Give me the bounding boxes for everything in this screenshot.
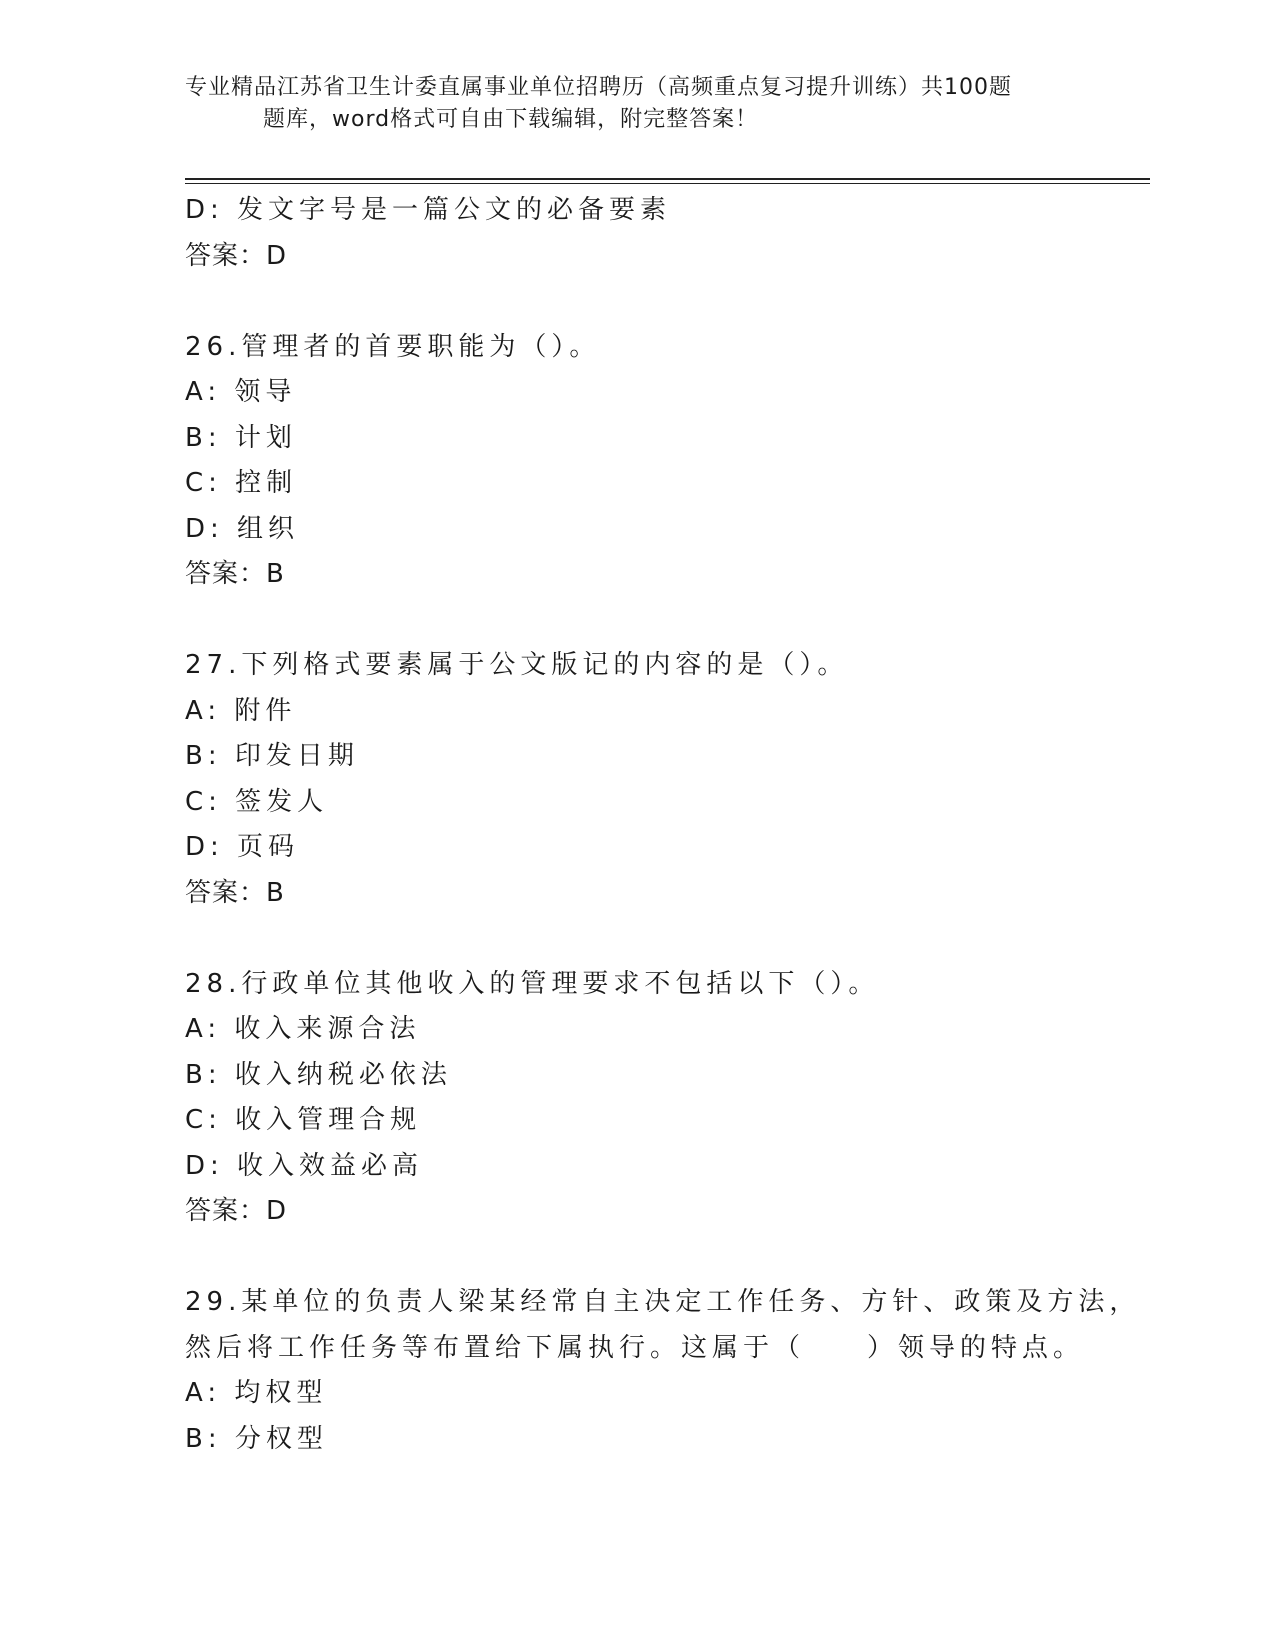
option-line: D: 发文字号是一篇公文的必备要素: [185, 195, 672, 225]
spacer: [185, 598, 1085, 644]
option-line: A: 领导: [185, 377, 297, 407]
answer-line: 答案：B: [185, 559, 285, 589]
question-block-28: [185, 962, 1085, 1235]
spacer: [185, 916, 1085, 962]
option-line: D: 收入效益必高: [185, 1150, 424, 1181]
header-title-line-1: 专业精品江苏省卫生计委直属事业单位招聘历（高频重点复习提升训练）共100题: [185, 75, 1012, 100]
page-header: [185, 72, 1085, 136]
option-line: C: 签发人: [185, 786, 329, 817]
header-rule-thin: [185, 183, 1150, 184]
question-stem: 28.行政单位其他收入的管理要求不包括以下（）。: [185, 968, 880, 999]
option-line: B: 分权型: [185, 1423, 328, 1454]
option-line: C: 收入管理合规: [185, 1105, 422, 1135]
option-line: A: 附件: [185, 695, 297, 726]
question-block-26: [185, 325, 1085, 598]
option-line: D: 组织: [185, 513, 300, 544]
option-line: B: 收入纳税必依法: [185, 1059, 452, 1090]
question-stem: 26.管理者的首要职能为（）。: [185, 331, 601, 362]
header-title-line-2: 题库，word格式可自由下载编辑，附完整答案！: [263, 107, 759, 132]
option-line: A: 收入来源合法: [185, 1014, 421, 1044]
spacer: [185, 279, 1085, 325]
question-block-25-tail: [185, 188, 1085, 279]
option-line: D: 页码: [185, 832, 300, 862]
question-stem: 29.某单位的负责人梁某经常自主决定工作任务、方针、政策及方法，: [185, 1287, 1141, 1317]
spacer: [185, 1235, 1085, 1281]
option-line: B: 计划: [185, 422, 297, 453]
answer-line: 答案：D: [185, 240, 288, 271]
option-line: A: 均权型: [185, 1378, 328, 1408]
option-line: C: 控制: [185, 468, 298, 498]
answer-line: 答案：B: [185, 877, 285, 908]
question-stem: 27.下列格式要素属于公文版记的内容的是（）。: [185, 650, 849, 680]
answer-line: 答案：D: [185, 1196, 288, 1226]
question-block-29: [185, 1280, 1141, 1462]
question-stem-continued: 然后将工作任务等布置给下属执行。这属于（ ）领导的特点。: [185, 1332, 1085, 1363]
option-line: B: 印发日期: [185, 741, 359, 771]
question-content: [185, 188, 1141, 1462]
question-block-27: [185, 643, 1085, 916]
header-rule-thick: [185, 178, 1150, 180]
